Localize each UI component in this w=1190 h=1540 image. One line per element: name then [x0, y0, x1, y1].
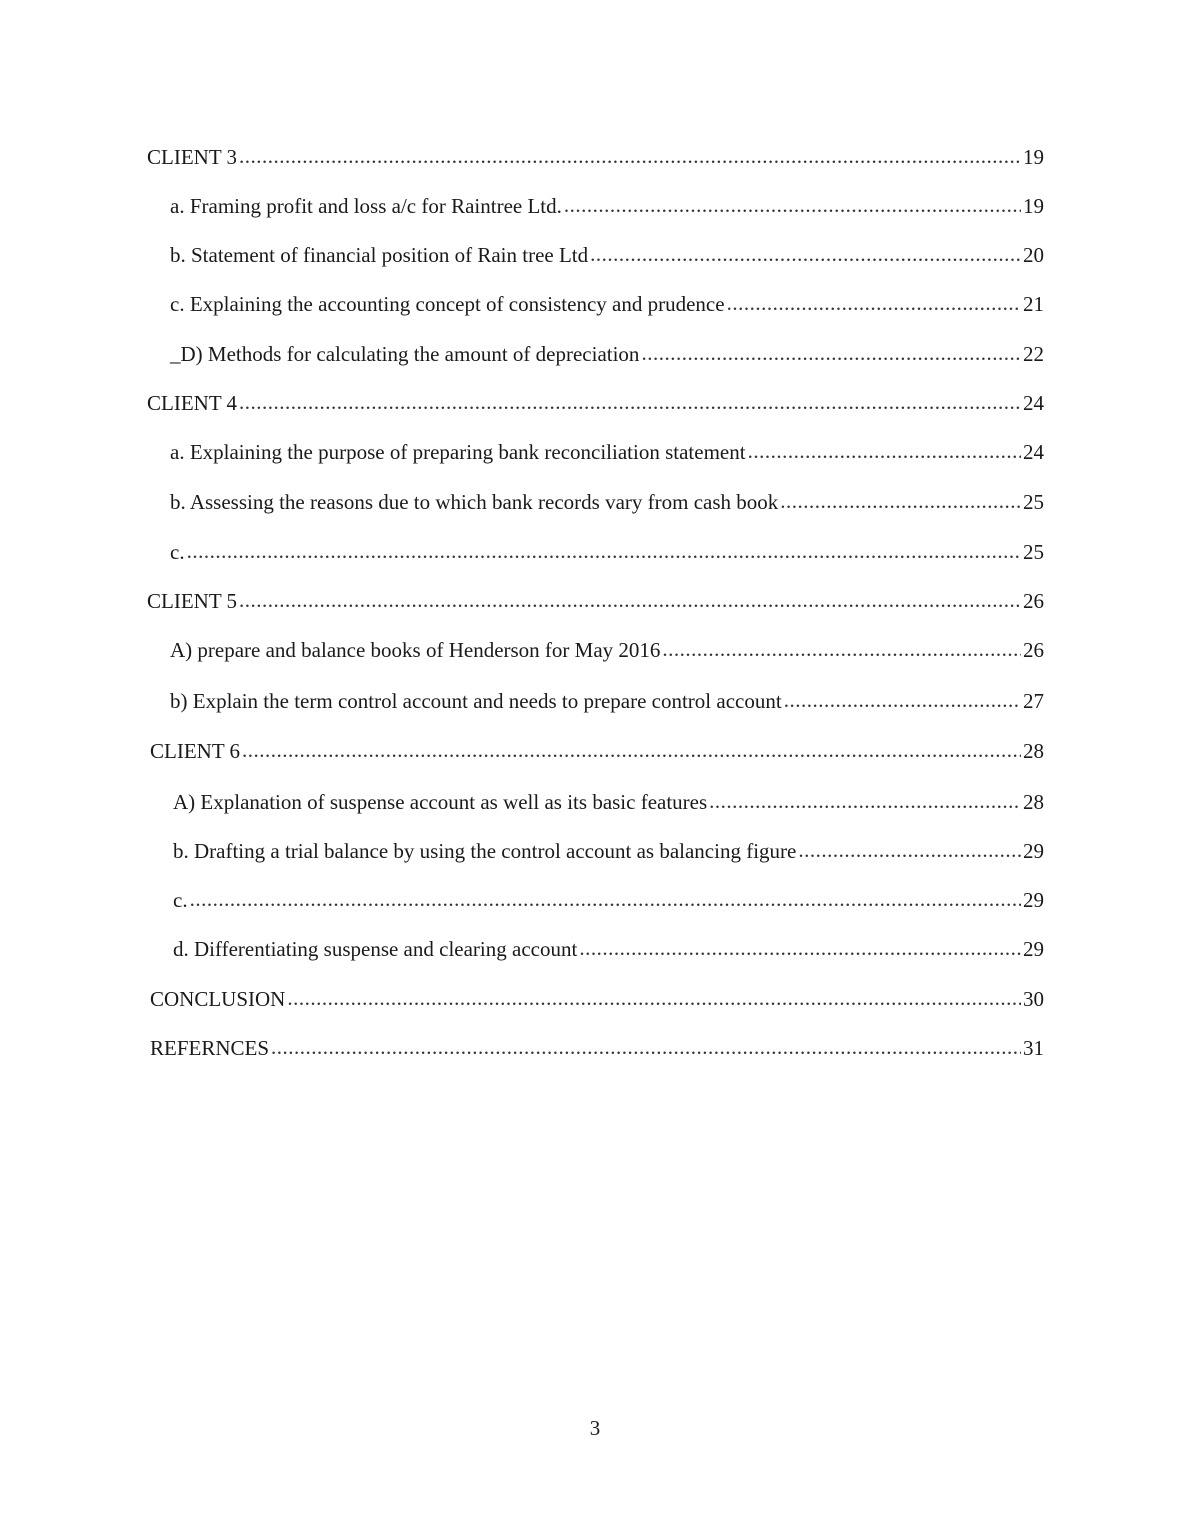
- toc-entry-label: _D) Methods for calculating the amount of depreciation: [170, 342, 640, 366]
- toc-entry-page: 26: [1023, 589, 1044, 613]
- toc-entry-label: c. Explaining the accounting concept of consistency and prudence: [170, 292, 725, 316]
- toc-entry-label: b. Assessing the reasons due to which bank records vary from cash book: [170, 490, 779, 514]
- toc-entry-page: 20: [1023, 243, 1044, 267]
- toc-entry-page: 24: [1023, 391, 1044, 415]
- dot-leader: [187, 537, 1021, 565]
- toc-entry-client-4[interactable]: [147, 389, 1044, 417]
- toc-entry-label: CLIENT 5: [147, 589, 238, 613]
- toc-entry-client-4-b[interactable]: [170, 488, 1044, 516]
- dot-leader: [641, 339, 1021, 367]
- toc-entry-client-6[interactable]: [150, 737, 1044, 765]
- toc-entry-label: b. Statement of financial position of Rain tree Ltd: [170, 243, 589, 267]
- dot-leader: [727, 289, 1021, 317]
- dot-leader: [287, 984, 1021, 1012]
- toc-entry-client-3-d[interactable]: [170, 340, 1044, 368]
- toc-entry-client-3-b[interactable]: [170, 241, 1044, 269]
- dot-leader: [190, 885, 1021, 913]
- toc-entry-label: a. Explaining the purpose of preparing bank reconciliation statement: [170, 440, 746, 464]
- toc-entry-client-6-b[interactable]: [173, 837, 1044, 865]
- toc-entry-page: 30: [1023, 987, 1044, 1011]
- toc-entry-page: 25: [1023, 490, 1044, 514]
- toc-entry-label: A) Explanation of suspense account as well as its basic features: [173, 790, 708, 814]
- toc-entry-label: d. Differentiating suspense and clearing account: [173, 937, 578, 961]
- toc-entry-client-5-b[interactable]: [170, 687, 1044, 715]
- dot-leader: [239, 142, 1021, 170]
- toc-entry-label: CLIENT 3: [147, 145, 238, 169]
- toc-entry-conclusion[interactable]: [150, 985, 1044, 1013]
- toc-entry-label: c.: [170, 540, 185, 564]
- toc-entry-client-5-a[interactable]: [170, 636, 1044, 664]
- dot-leader: [590, 240, 1021, 268]
- toc-entry-label: A) prepare and balance books of Henderson for May 2016: [170, 638, 661, 662]
- dot-leader: [780, 487, 1021, 515]
- toc-entry-page: 26: [1023, 638, 1044, 662]
- toc-entry-page: 19: [1023, 145, 1044, 169]
- toc-entry-label: b) Explain the term control account and needs to prepare control account: [170, 689, 782, 713]
- toc-entry-page: 28: [1023, 790, 1044, 814]
- toc-entry-page: 28: [1023, 739, 1044, 763]
- dot-leader: [709, 787, 1021, 815]
- dot-leader: [239, 388, 1021, 416]
- toc-entry-page: 19: [1023, 194, 1044, 218]
- toc-entry-client-3-c[interactable]: [170, 290, 1044, 318]
- toc-entry-label: CLIENT 6: [150, 739, 241, 763]
- toc-entry-client-3[interactable]: [147, 143, 1044, 171]
- page-number: 3: [589, 1416, 601, 1440]
- dot-leader: [662, 635, 1021, 663]
- toc-entry-page: 25: [1023, 540, 1044, 564]
- dot-leader: [579, 934, 1021, 962]
- toc-entry-client-6-d[interactable]: [173, 935, 1044, 963]
- toc-entry-page: 21: [1023, 292, 1044, 316]
- dot-leader: [564, 191, 1021, 219]
- dot-leader: [784, 686, 1021, 714]
- dot-leader: [271, 1033, 1021, 1061]
- toc-entry-label: a. Framing profit and loss a/c for Raintree Ltd.: [170, 194, 562, 218]
- toc-entry-page: 29: [1023, 839, 1044, 863]
- dot-leader: [242, 736, 1021, 764]
- toc-entry-client-4-c[interactable]: [170, 538, 1044, 566]
- dot-leader: [748, 437, 1021, 465]
- toc-entry-label: CONCLUSION: [150, 987, 286, 1011]
- toc-entry-label: REFERNCES: [150, 1036, 270, 1060]
- toc-entry-client-6-c[interactable]: [173, 886, 1044, 914]
- toc-entry-client-4-a[interactable]: [170, 438, 1044, 466]
- toc-entry-page: 29: [1023, 888, 1044, 912]
- toc-entry-page: 24: [1023, 440, 1044, 464]
- toc-entry-references[interactable]: [150, 1034, 1044, 1062]
- toc-entry-page: 27: [1023, 689, 1044, 713]
- toc-entry-client-5[interactable]: [147, 587, 1044, 615]
- dot-leader: [239, 586, 1021, 614]
- dot-leader: [798, 836, 1021, 864]
- toc-entry-page: 22: [1023, 342, 1044, 366]
- toc-entry-page: 31: [1023, 1036, 1044, 1060]
- toc-entry-client-6-a[interactable]: [173, 788, 1044, 816]
- toc-entry-client-3-a[interactable]: [170, 192, 1044, 220]
- toc-entry-label: c.: [173, 888, 188, 912]
- toc-entry-label: b. Drafting a trial balance by using the control account as balancing figure: [173, 839, 797, 863]
- toc-entry-page: 29: [1023, 937, 1044, 961]
- toc-entry-label: CLIENT 4: [147, 391, 238, 415]
